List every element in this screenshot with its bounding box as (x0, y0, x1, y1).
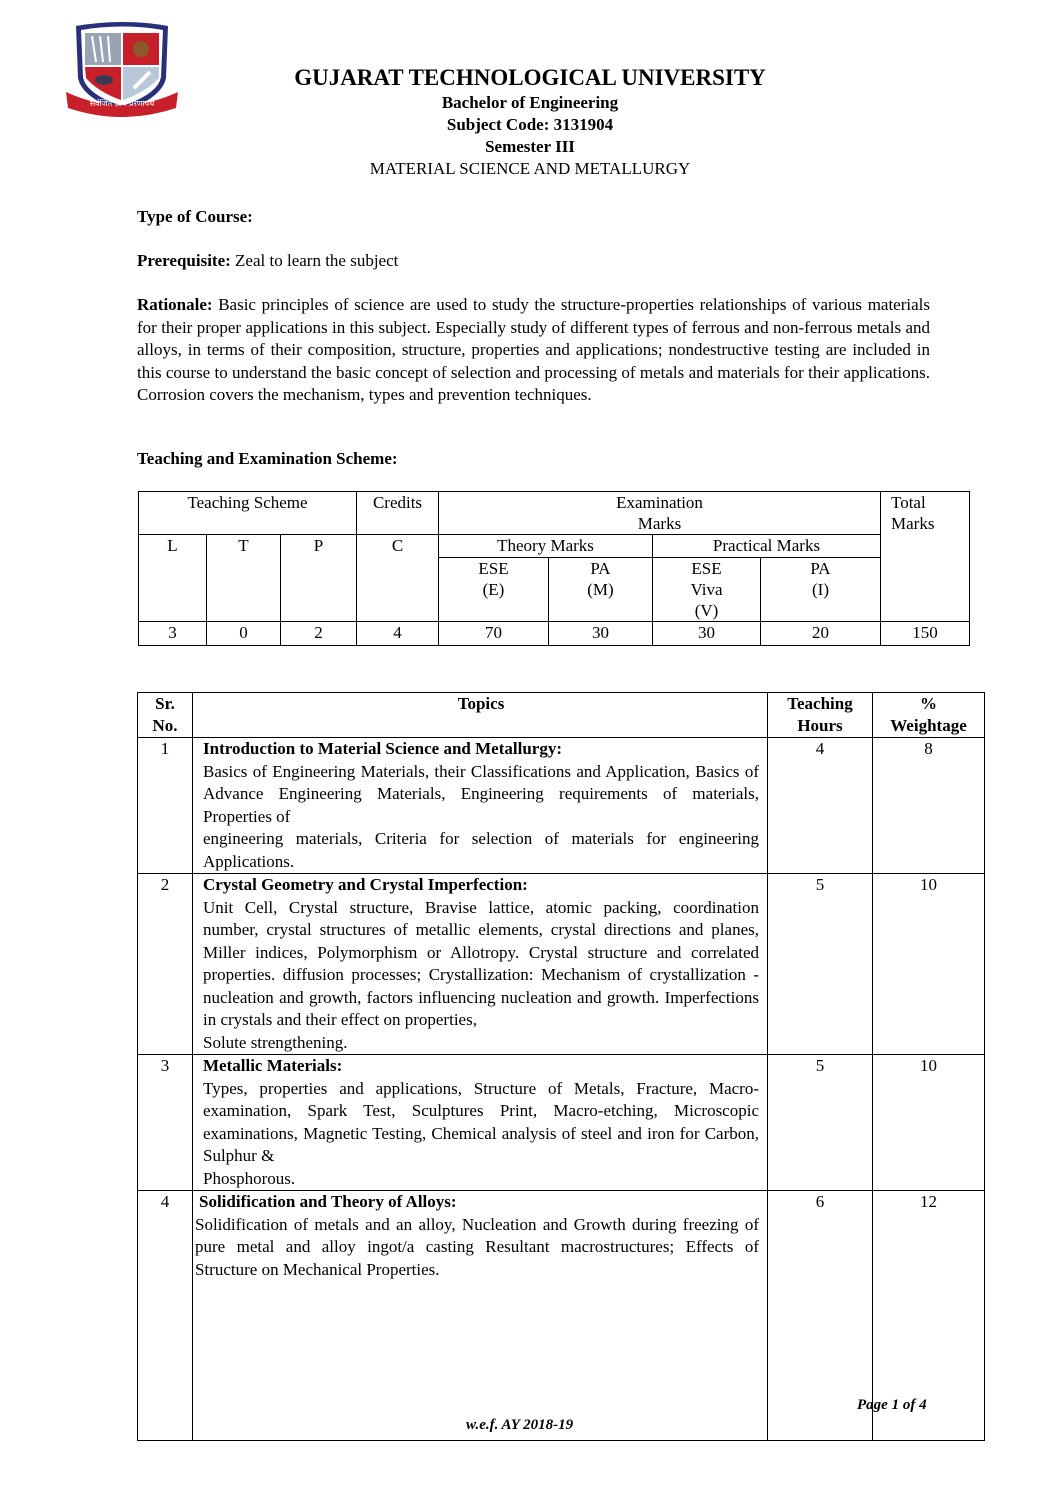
value-ese-e: 70 (439, 622, 549, 646)
teaching-hours: 6 (768, 1191, 873, 1441)
topic-title: Crystal Geometry and Crystal Imperfection: (203, 875, 528, 894)
topic-text: Phosphorous. (203, 1168, 296, 1188)
pa-label: PA (590, 559, 611, 578)
effective-from: w.e.f. AY 2018-19 (466, 1417, 574, 1433)
col-C: C (357, 535, 439, 622)
topic-text: engineering materials, Criteria for selection of materials for engineering Applications. (203, 829, 759, 871)
no-label: No. (152, 716, 178, 735)
topic-content (193, 874, 768, 1055)
type-of-course-label: Type of Course: (137, 207, 253, 226)
col-T: T (207, 535, 281, 622)
weightage: 12 (873, 1191, 985, 1441)
sr-label: Sr. (155, 694, 175, 713)
sr-no-header (138, 693, 193, 738)
v-label: (V) (694, 601, 719, 620)
value-pa-i: 20 (761, 622, 881, 646)
weightage-label: Weightage (890, 716, 967, 735)
scheme-values-row (139, 622, 970, 646)
credits-header: Credits (357, 492, 439, 535)
teaching-hours: 5 (768, 874, 873, 1055)
topic-text: Solute strengthening. (203, 1032, 348, 1052)
value-T: 0 (207, 622, 281, 646)
topic-text: Basics of Engineering Materials, their Classifications and Application, Basics of Advance Engineering Materials, Engineering requirements of materials, Properties of (203, 761, 759, 826)
topic-row (138, 874, 985, 1055)
sr-no: 3 (138, 1055, 193, 1191)
ese-label: ESE (691, 559, 722, 578)
topic-title: Introduction to Material Science and Metallurgy: (203, 739, 563, 758)
pa-m-header (549, 558, 653, 622)
type-of-course (137, 206, 930, 229)
university-logo (62, 22, 182, 118)
value-pa-m: 30 (549, 622, 653, 646)
percent-label: % (920, 694, 937, 713)
value-C: 4 (357, 622, 439, 646)
sr-no: 4 (138, 1191, 193, 1441)
total-marks-label: Marks (891, 514, 935, 533)
topics-table (137, 692, 985, 1441)
total-label: Total (891, 493, 926, 512)
subject-code: Subject Code: 3131904 (446, 115, 614, 134)
scheme-heading (137, 448, 930, 471)
university-name: GUJARAT TECHNOLOGICAL UNIVERSITY (294, 65, 766, 90)
teaching-hours: 4 (768, 738, 873, 874)
prerequisite (137, 250, 930, 273)
scheme-heading-text: Teaching and Examination Scheme: (137, 449, 398, 468)
value-ese-v: 30 (653, 622, 761, 646)
m-label: (M) (587, 580, 614, 599)
weightage-header (873, 693, 985, 738)
teaching-scheme-header: Teaching Scheme (139, 492, 357, 535)
teaching-hours: 5 (768, 1055, 873, 1191)
theory-marks-header: Theory Marks (439, 535, 653, 558)
teaching-label: Teaching (787, 694, 853, 713)
scheme-table (138, 491, 970, 646)
topic-text: Unit Cell, Crystal structure, Bravise lattice, atomic packing, coordination number, crystal structures of metallic elements, crystal directions and planes, Miller indices, Polymorphism or Allotropy. Crystal structure and correlated properties. diffusion processes; Crystallization: Mechanism of crystallization - nucleation and growth, factors influencing nucleation and growth. Imperfections in crystals and their effect on properties, (203, 897, 759, 1029)
examination-marks-header (439, 492, 881, 535)
topics-header: Topics (193, 693, 768, 738)
i-label: (I) (812, 580, 829, 599)
total-marks-header (881, 492, 970, 622)
topics-header-row (138, 693, 985, 738)
rationale-text: Basic principles of science are used to study the structure-properties relationships of various materials for their proper applications in this subject. Especially study of different types of ferrous and non-ferrous metals and alloys, in terms of their composition, structure, properties and applications; nondestructive testing are included in this course to understand the basic concept of selection and processing of metals and materials for their applications. Corrosion covers the mechanism, types and prevention techniques. (137, 295, 930, 404)
weightage: 10 (873, 1055, 985, 1191)
page-number: Page 1 of 4 (857, 1397, 927, 1413)
value-L: 3 (139, 622, 207, 646)
marks-label: Marks (637, 514, 682, 533)
program-name: Bachelor of Engineering (441, 93, 619, 112)
ese-e-header (439, 558, 549, 622)
sr-no: 2 (138, 874, 193, 1055)
value-P: 2 (281, 622, 357, 646)
rationale-label: Rationale: (137, 295, 213, 314)
topic-title: Solidification and Theory of Alloys: (199, 1192, 457, 1211)
document-header (260, 64, 800, 180)
topic-row (138, 738, 985, 874)
ese-label: ESE (478, 559, 509, 578)
prerequisite-label: Prerequisite: (137, 251, 231, 270)
topic-content (193, 738, 768, 874)
topic-row (138, 1055, 985, 1191)
topic-text: Types, properties and applications, Structure of Metals, Fracture, Macro-examination, Spark Test, Sculptures Print, Macro-etching, Microscopic examinations, Magnetic Testing, Chemical analysis of steel and iron for Carbon, Sulphur & (203, 1078, 759, 1165)
value-total: 150 (881, 622, 970, 646)
svg-text:सर्वजित ज्ञान प्रेरणापथ: सर्वजित ज्ञान प्रेरणापथ (89, 99, 155, 108)
hours-label: Hours (797, 716, 843, 735)
subject-name: MATERIAL SCIENCE AND METALLURGY (369, 159, 691, 178)
col-L: L (139, 535, 207, 622)
pa-label: PA (810, 559, 831, 578)
topic-content (193, 1055, 768, 1191)
prerequisite-value: Zeal to learn the subject (230, 251, 399, 270)
col-P: P (281, 535, 357, 622)
viva-label: Viva (690, 580, 723, 599)
topic-content (193, 1191, 768, 1441)
rationale (137, 294, 930, 407)
semester: Semester III (485, 137, 575, 156)
e-label: (E) (482, 580, 505, 599)
weightage: 8 (873, 738, 985, 874)
sr-no: 1 (138, 738, 193, 874)
pa-i-header (761, 558, 881, 622)
topic-text: Solidification of metals and an alloy, Nucleation and Growth during freezing of pure metal and alloy ingot/a casting Resultant macrostructures; Effects of Structure on Mechanical Properties. (195, 1214, 759, 1279)
topic-title: Metallic Materials: (203, 1056, 343, 1075)
ese-viva-header (653, 558, 761, 622)
teaching-hours-header (768, 693, 873, 738)
practical-marks-header: Practical Marks (653, 535, 881, 558)
weightage: 10 (873, 874, 985, 1055)
gtu-crest-icon (62, 22, 182, 118)
examination-label: Examination (616, 493, 703, 512)
